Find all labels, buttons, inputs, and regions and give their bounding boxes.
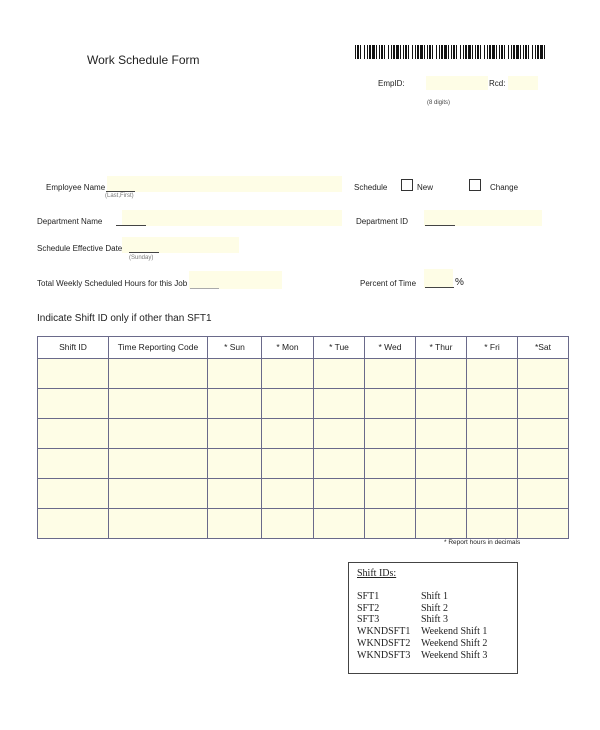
hours-cell[interactable] — [365, 449, 416, 479]
employee-name-label: Employee Name — [46, 183, 106, 192]
hours-cell[interactable] — [208, 389, 262, 419]
shift-id-cell[interactable] — [38, 389, 109, 419]
barcode-bar — [487, 45, 488, 59]
barcode-bar — [523, 45, 524, 59]
barcode-bar — [388, 45, 389, 59]
percent-sign: % — [455, 277, 464, 288]
legend-shift-name: Shift 1 — [421, 591, 448, 602]
barcode-bar — [360, 45, 361, 59]
barcode-bar — [451, 45, 452, 59]
barcode-bar — [408, 45, 409, 59]
barcode-bar — [396, 45, 399, 59]
time-reporting-code-cell[interactable] — [109, 359, 208, 389]
hours-cell[interactable] — [518, 479, 569, 509]
barcode-bar — [372, 45, 375, 59]
barcode-bar — [400, 45, 401, 59]
emp-id-hint: (8 digits) — [427, 100, 451, 106]
barcode-bar — [417, 45, 419, 59]
hours-cell[interactable] — [208, 359, 262, 389]
hours-cell[interactable] — [416, 389, 467, 419]
hours-cell[interactable] — [518, 449, 569, 479]
barcode-bar — [424, 45, 425, 59]
barcode-bar — [367, 45, 368, 59]
barcode-bar — [496, 45, 497, 59]
hours-cell[interactable] — [208, 419, 262, 449]
new-label: New — [417, 183, 434, 192]
hours-cell[interactable] — [314, 359, 365, 389]
barcode-bar — [472, 45, 473, 59]
underline — [425, 225, 455, 226]
barcode-bar — [480, 45, 481, 59]
effective-date-hint: (Sunday) — [129, 255, 154, 261]
barcode-bar — [528, 45, 529, 59]
footnote: * Report hours in decimals — [444, 539, 521, 546]
barcode-bar — [432, 45, 433, 59]
barcode-bar — [448, 45, 449, 59]
barcode-bar — [405, 45, 407, 59]
hours-cell[interactable] — [262, 479, 314, 509]
barcode-bar — [540, 45, 543, 59]
barcode-bar — [513, 45, 515, 59]
new-checkbox[interactable] — [401, 179, 413, 191]
barcode-bar — [391, 45, 392, 59]
hours-cell[interactable] — [314, 479, 365, 509]
barcode-bar — [501, 45, 503, 59]
barcode-bar — [403, 45, 404, 59]
legend-shift-id: SFT3 — [357, 614, 380, 626]
form-title: Work Schedule Form — [87, 53, 200, 67]
percent-field[interactable] — [424, 269, 453, 288]
emp-id-field[interactable] — [426, 76, 488, 90]
hours-cell[interactable] — [365, 359, 416, 389]
barcode-bar — [532, 45, 533, 59]
shift-instruction: Indicate Shift ID only if other than SFT1 — [37, 313, 212, 324]
column-header: Shift ID — [38, 337, 109, 359]
hours-cell[interactable] — [416, 449, 467, 479]
employee-name-hint: (Last,First) — [105, 193, 134, 199]
underline — [425, 287, 454, 288]
hours-cell[interactable] — [262, 449, 314, 479]
schedule-label: Schedule — [354, 183, 388, 192]
underline — [116, 225, 146, 226]
department-name-field[interactable] — [122, 210, 342, 226]
barcode-bar — [504, 45, 505, 59]
percent-label: Percent of Time — [360, 279, 417, 288]
legend-shift-id: WKNDSFT2 — [357, 637, 411, 649]
shift-id-legend — [348, 562, 518, 674]
barcode-bar — [508, 45, 509, 59]
time-reporting-code-cell[interactable] — [109, 479, 208, 509]
shift-id-cell[interactable] — [38, 479, 109, 509]
column-header: * Thur — [416, 337, 467, 359]
underline — [129, 252, 159, 253]
barcode-bar — [369, 45, 371, 59]
hours-cell[interactable] — [262, 389, 314, 419]
barcode-bar — [420, 45, 423, 59]
hours-cell[interactable] — [518, 389, 569, 419]
legend-title: Shift IDs: — [357, 568, 397, 579]
rcd-field[interactable] — [508, 76, 538, 90]
total-hours-label: Total Weekly Scheduled Hours for this Job — [37, 279, 188, 288]
emp-id-label: EmpID: — [378, 79, 405, 88]
legend-shift-id: SFT2 — [357, 602, 380, 614]
time-reporting-code-cell[interactable] — [109, 449, 208, 479]
barcode-bar — [468, 45, 471, 59]
barcode-bar — [376, 45, 377, 59]
barcode-bar — [475, 45, 476, 59]
shift-id-cell[interactable] — [38, 359, 109, 389]
legend-shift-name: Weekend Shift 1 — [421, 626, 488, 638]
barcode-bar — [460, 45, 461, 59]
column-header: * Fri — [467, 337, 518, 359]
barcode-bar — [429, 45, 431, 59]
legend-shift-id: SFT1 — [357, 591, 380, 602]
barcode-bar — [516, 45, 519, 59]
barcode-bar — [465, 45, 467, 59]
barcode-bar — [537, 45, 539, 59]
table-row — [38, 479, 569, 509]
hours-cell[interactable] — [262, 359, 314, 389]
column-header: * Wed — [365, 337, 416, 359]
hours-cell[interactable] — [365, 419, 416, 449]
table-row — [38, 389, 569, 419]
rcd-label: Rcd: — [489, 79, 506, 88]
barcode-bar — [436, 45, 437, 59]
total-hours-field[interactable] — [189, 271, 282, 289]
hours-cell[interactable] — [365, 479, 416, 509]
department-id-field[interactable] — [424, 210, 542, 226]
hours-cell[interactable] — [365, 509, 416, 539]
hours-cell[interactable] — [365, 389, 416, 419]
barcode-bar — [379, 45, 380, 59]
hours-cell[interactable] — [467, 509, 518, 539]
barcode-bar — [492, 45, 495, 59]
hours-cell[interactable] — [518, 509, 569, 539]
department-name-label: Department Name — [37, 217, 103, 226]
hours-cell[interactable] — [314, 419, 365, 449]
hours-cell[interactable] — [314, 449, 365, 479]
time-reporting-code-cell[interactable] — [109, 509, 208, 539]
legend-shift-name: Weekend Shift 2 — [421, 637, 488, 649]
shift-id-cell[interactable] — [38, 419, 109, 449]
hours-cell[interactable] — [416, 479, 467, 509]
barcode-bar — [456, 45, 457, 59]
barcode-bar — [520, 45, 521, 59]
department-id-label: Department ID — [356, 217, 409, 226]
barcode-bar — [453, 45, 455, 59]
employee-name-field[interactable] — [107, 176, 342, 192]
barcode-bar — [393, 45, 395, 59]
hours-cell[interactable] — [208, 509, 262, 539]
table-row — [38, 509, 569, 539]
barcode-bar — [412, 45, 413, 59]
hours-cell[interactable] — [416, 509, 467, 539]
barcode-bar — [535, 45, 536, 59]
barcode-bar — [355, 45, 356, 59]
barcode-bar — [477, 45, 479, 59]
barcode-bar — [381, 45, 383, 59]
barcode-bar — [415, 45, 416, 59]
legend-shift-id: WKNDSFT3 — [357, 649, 411, 661]
shift-id-cell[interactable] — [38, 449, 109, 479]
barcode — [355, 45, 547, 59]
hours-cell[interactable] — [518, 359, 569, 389]
column-header: * Sun — [208, 337, 262, 359]
schedule-table — [37, 336, 569, 539]
barcode-bar — [511, 45, 512, 59]
legend-shift-name: Shift 2 — [421, 602, 448, 614]
table-header-row — [38, 337, 569, 359]
effective-date-field[interactable] — [122, 237, 239, 253]
shift-id-cell[interactable] — [38, 509, 109, 539]
hours-cell[interactable] — [262, 509, 314, 539]
legend-shift-name: Shift 3 — [421, 614, 448, 626]
barcode-bar — [544, 45, 545, 59]
barcode-bar — [384, 45, 385, 59]
legend-shift-name: Weekend Shift 3 — [421, 649, 488, 661]
hours-cell[interactable] — [467, 479, 518, 509]
underline — [190, 288, 219, 289]
table-row — [38, 419, 569, 449]
barcode-bar — [525, 45, 527, 59]
barcode-bar — [463, 45, 464, 59]
underline — [106, 191, 135, 192]
hours-cell[interactable] — [416, 359, 467, 389]
hours-cell[interactable] — [314, 509, 365, 539]
barcode-bar — [439, 45, 440, 59]
hours-cell[interactable] — [314, 389, 365, 419]
effective-date-label: Schedule Effective Date — [37, 244, 123, 253]
barcode-bar — [499, 45, 500, 59]
hours-cell[interactable] — [467, 419, 518, 449]
hours-cell[interactable] — [467, 389, 518, 419]
barcode-bar — [441, 45, 443, 59]
barcode-bar — [364, 45, 365, 59]
barcode-bar — [357, 45, 359, 59]
hours-cell[interactable] — [518, 419, 569, 449]
column-header: * Mon — [262, 337, 314, 359]
barcode-bar — [484, 45, 485, 59]
barcode-bar — [427, 45, 428, 59]
barcode-bar — [444, 45, 447, 59]
time-reporting-code-cell[interactable] — [109, 419, 208, 449]
barcode-bar — [489, 45, 491, 59]
hours-cell[interactable] — [262, 419, 314, 449]
hours-cell[interactable] — [208, 449, 262, 479]
hours-cell[interactable] — [467, 449, 518, 479]
table-row — [38, 359, 569, 389]
column-header: * Tue — [314, 337, 365, 359]
change-checkbox[interactable] — [469, 179, 481, 191]
column-header: Time Reporting Code — [109, 337, 208, 359]
hours-cell[interactable] — [467, 359, 518, 389]
legend-shift-id: WKNDSFT1 — [357, 626, 411, 638]
hours-cell[interactable] — [208, 479, 262, 509]
change-label: Change — [490, 183, 519, 192]
table-row — [38, 449, 569, 479]
hours-cell[interactable] — [416, 419, 467, 449]
time-reporting-code-cell[interactable] — [109, 389, 208, 419]
column-header: *Sat — [518, 337, 569, 359]
